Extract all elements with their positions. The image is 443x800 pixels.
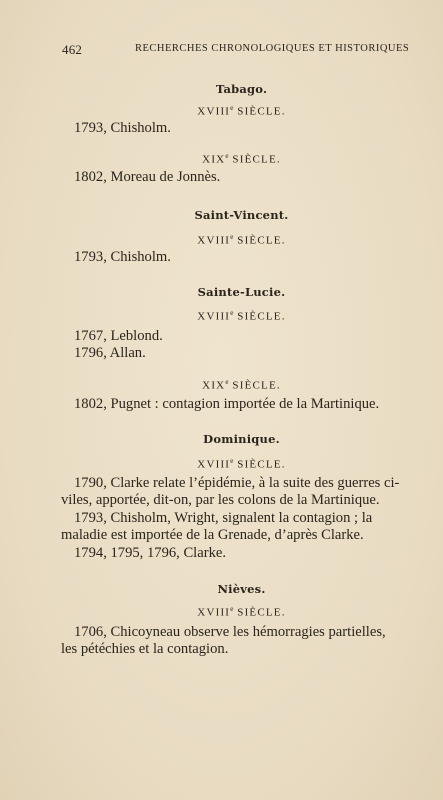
place-heading: Nièves. (217, 582, 266, 596)
place-heading: Dominique. (203, 432, 280, 446)
entry-line: 1767, Leblond. (74, 328, 163, 344)
place-heading: Saint-Vincent. (194, 208, 289, 222)
century-heading: XVIIIe SIÈCLE. (197, 309, 286, 323)
entry-line: 1796, Allan. (74, 345, 146, 361)
running-title: RECHERCHES CHRONOLOGIQUES ET HISTORIQUES (135, 43, 410, 54)
entry-line: 1793, Chisholm. (74, 249, 171, 265)
entry-line: 1802, Moreau de Jonnès. (74, 169, 221, 185)
century-heading: XVIIIe SIÈCLE. (197, 233, 286, 247)
entry-line: 1793, Chisholm. (74, 120, 171, 136)
entry-line: viles, apportée, dit-on, par les colons de la Martinique. (61, 492, 380, 508)
entry-line: 1802, Pugnet : contagion importée de la Martinique. (74, 396, 380, 412)
place-heading: Sainte-Lucie. (197, 285, 286, 299)
page-number: 462 (62, 42, 83, 57)
place-heading: Tabago. (215, 82, 268, 96)
century-heading: XIXe SIÈCLE. (202, 152, 281, 166)
entry-line: 1706, Chicoyneau observe les hémorragies partielles, (74, 624, 386, 640)
entry-line: 1794, 1795, 1796, Clarke. (74, 545, 227, 561)
entry-line: maladie est importée de la Grenade, d’après Clarke. (61, 527, 364, 543)
century-heading: XVIIIe SIÈCLE. (197, 104, 286, 118)
century-heading: XVIIIe SIÈCLE. (197, 605, 286, 619)
entry-line: 1793, Chisholm, Wright, signalent la contagion ; la (74, 510, 373, 526)
century-heading: XIXe SIÈCLE. (202, 378, 281, 392)
entry-line: 1790, Clarke relate l’épidémie, à la suite des guerres ci- (74, 475, 400, 491)
entry-line: les pétéchies et la contagion. (61, 641, 229, 657)
century-heading: XVIIIe SIÈCLE. (197, 457, 286, 471)
